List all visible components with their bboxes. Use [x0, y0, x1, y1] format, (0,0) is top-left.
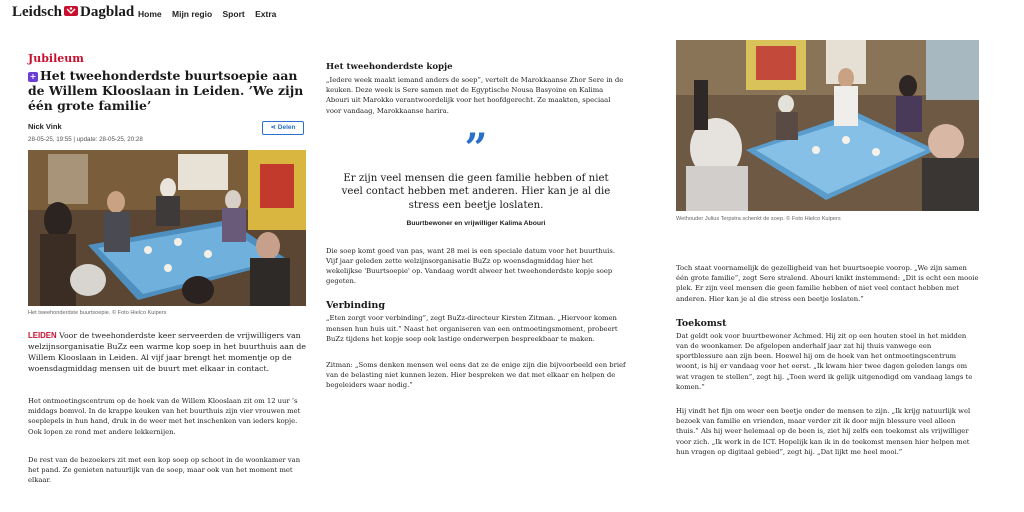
article-title-text: Het tweehonderdste buurtsoepie aan de Willem Klooslaan in Leiden. ’We zijn één grote familie’	[28, 68, 304, 113]
main-nav	[138, 9, 284, 19]
quote-source: Buurtbewoner en vrijwilliger Kalima Abouri	[406, 219, 546, 227]
paragraph: De rest van de bezoekers zit met een kop soep op schoot in de woonkamer van het pand. Ze genieten natuurlijk van de soep, maar ook van het moment met elkaar.	[28, 455, 301, 485]
share-button[interactable]	[262, 121, 304, 135]
photo-1-caption: Het tweehonderdste buurtsoepie. © Foto Hielco Kuipers	[28, 310, 167, 316]
subheading-verbinding: Verbinding	[326, 300, 386, 312]
quote-icon: ”	[464, 124, 488, 172]
paragraph: Zitman: „Soms denken mensen wel eens dat ze de enige zijn die bijvoorbeeld een brief van de belasting niet kunnen lezen. Hier bespreken we dat met elkaar en helpen de begeleiders waar nodig.”	[326, 361, 626, 390]
logo-text-right: Dagblad	[80, 4, 135, 20]
author-name[interactable]: Nick Vink	[28, 122, 62, 131]
paragraph: Toch staat voornamelijk de gezelligheid van het buurtsoepie voorop. „We zijn samen één grote familie”, zegt Sere stralend. Abouri knikt instemmend: „Dit is echt een mooie plek. Er zijn veel mensen die geen familie hebben of niet veel contact hebben met anderen. Hier kan je al die stress een beetje loslaten.”	[676, 264, 979, 303]
article-lead	[28, 330, 306, 374]
plus-icon: +	[29, 72, 37, 81]
paragraph: „Iedere week maakt iemand anders de soep”, vertelt de Marokkaanse Zhor Sere in de keuken. Deze week is Sere samen met de Egyptische Nousa Basyoine en Kalima Abouri uit Marokko verantwoordelijk voor het hoofdgerecht. Ze maakten, speciaal voor vandaag, Marokkaanse harira.	[326, 76, 624, 115]
article-column-2	[326, 62, 626, 391]
article-column-3	[676, 40, 979, 457]
article-title	[28, 68, 306, 113]
logo-text-left: Leidsch	[12, 4, 63, 20]
nav-home[interactable]: Home	[138, 9, 162, 19]
site-logo[interactable]	[12, 4, 134, 21]
share-label: Delen	[277, 124, 296, 131]
byline	[28, 122, 306, 148]
paragraph: Die soep komt goed van pas, want 28 mei is een speciale datum voor het buurthuis. Vijf jaar geleden zette welzijnsorganisatie BuZz op woensdagmiddag hier het wekelijkse 'Buurtsoepie' op. Vandaag wordt alweer het tweehonderdste kopje soep gegeten.	[326, 246, 616, 286]
paragraph: Hij vindt het fijn om weer een beetje onder de mensen te zijn. „Ik krijg natuurlijk wel bezoek van familie en vrienden, maar verder zit ik door mijn blessure veel alleen thuis.” Als hij weer helemaal op de been is, ziet hij zelfs een toekomst als vrijwilliger voor zich. „Ik werk in de ICT. Hopelijk kan ik in de toekomst mensen hier helpen met hun vragen op digitaal gebied”, zegt hij. „Dat lijkt me heel mooi.”	[676, 407, 971, 456]
publish-dates: 28-05-25, 19:55 | update: 28-05-25, 20:28	[28, 136, 143, 143]
subheading-toekomst: Toekomst	[676, 317, 727, 329]
paragraph: Dat geldt ook voor buurtbewoner Achmed. Hij zit op een houten stoel in het midden van de woonkamer. De afgelopen anderhalf jaar zat hij thuis vanwege een sportblessure aan zijn been. Hoewel hij om de hoek van het ontmoetingscentrum woont, is hij er vandaag voor het eerst. „Ik kwam hier twee dagen geleden langs om wat vragen te stellen”, zegt hij. „Toen werd ik gelijk uitgenodigd om vandaag langs te komen.”	[676, 331, 973, 391]
article-column-1	[28, 52, 306, 485]
paragraph: Het ontmoetingscentrum op de hoek van de Willem Klooslaan zit om 12 uur ’s middags bomvol. In de krappe keuken van het buurthuis zijn vier vrouwen met soeplepels in hun hand, druk in de weer met het inschenken van ieders kopje. Ook lopen ze rond met andere lekkernijen.	[28, 397, 301, 436]
article-photo-2[interactable]	[676, 40, 979, 211]
nav-extra[interactable]: Extra	[255, 9, 277, 19]
nav-sport[interactable]: Sport	[222, 9, 245, 19]
article-kicker[interactable]: Jubileum	[28, 52, 84, 65]
lead-text: Voor de tweehonderdste keer serveerden de vrijwilligers van welzijnsorganisatie BuZz een warme kop soep in het buurthuis aan de Willem Klooslaan in Leiden. Al vijf jaar brengt het momentje op de woensdagmiddag mensen uit de buurt met elkaar in contact.	[28, 331, 307, 373]
article-photo-1[interactable]	[28, 150, 306, 306]
pull-quote: Er zijn veel mensen die geen familie hebben of niet veel contact hebben met anderen. Hier kan je al die stress een beetje loslaten.	[341, 172, 611, 211]
top-bar	[0, 0, 1024, 28]
nav-mijn-regio[interactable]: Mijn regio	[172, 9, 213, 19]
subheading-kopje: Het tweehonderdste kopje	[326, 62, 453, 72]
paragraph: „Eten zorgt voor verbinding”, zegt BuZz-directeur Kirsten Zitman. „Hiervoor komen mensen hun huis uit.” Naast het organiseren van een ontmoetingsmoment, probeert BuZz tijdens het kopje soep ook lastige onderwerpen bespreekbaar te maken.	[326, 314, 618, 343]
photo-2-caption: Wethouder Julius Terpstra schenkt de soep. © Foto Hielco Kuipers	[676, 216, 841, 222]
lead-dateline: LEIDEN	[28, 331, 57, 340]
share-icon: ⋖	[270, 124, 278, 131]
crest-icon	[63, 5, 79, 17]
